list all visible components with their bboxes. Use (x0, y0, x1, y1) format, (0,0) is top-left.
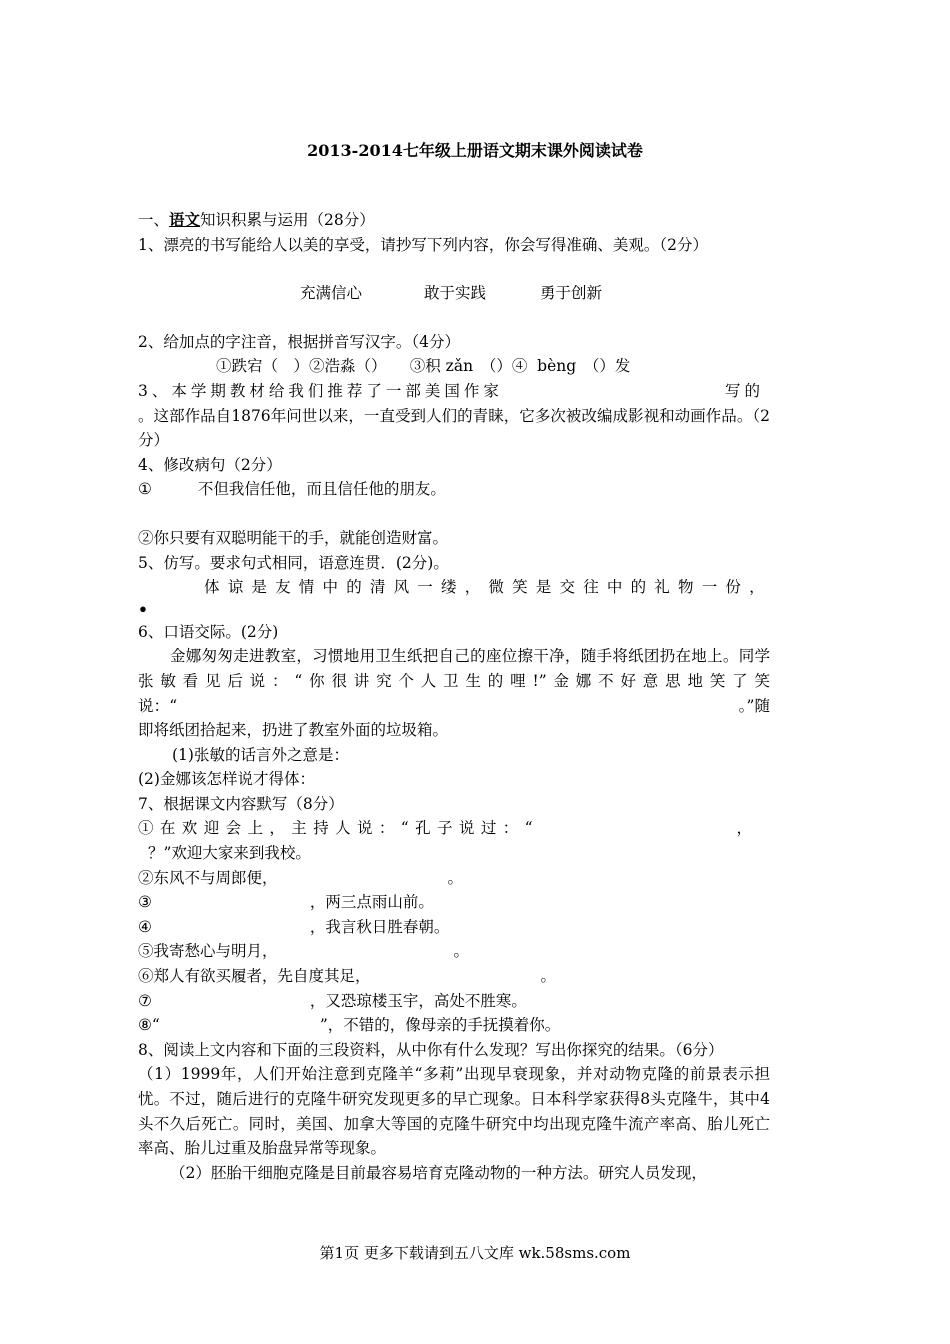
fill-text: ⑦ (138, 991, 152, 1010)
section-heading (138, 208, 770, 233)
copy-word-1: 充满信心 (300, 284, 363, 303)
page-title: 2013-2014七年级上册语文期末课外阅读试卷 (307, 141, 643, 160)
section-underlined-word: 语文 (169, 210, 201, 229)
question-5-dot: • (138, 599, 148, 619)
fill-text: ②东风不与周郎便， (138, 868, 278, 887)
question-7-item-7 (138, 989, 770, 1014)
fill-text: ⑥郑人有欲买履者，先自度其足， (138, 967, 371, 986)
question-6-sub-1: (1)张敏的话言外之意是： (172, 745, 349, 764)
question-6-sub-2: (2)金娜该怎样说才得体： (138, 770, 315, 789)
copy-words (138, 281, 770, 306)
fill-text: ③ (138, 893, 152, 912)
fill-text: ④ (138, 917, 152, 936)
question-7-item-2 (138, 866, 770, 891)
question-7-item-3 (138, 890, 770, 915)
question-7-item-1 (138, 816, 770, 841)
question-8-material-1: （1）1999年，人们开始注意到克隆羊“多莉”出现早衰现象，并对动物克隆的前景表示担忧。不过，随后进行的克隆牛研究发现更多的早亡现象。日本科学家获得8头克隆牛，其中4头不久后死亡。同时，美国、加拿大等国的克隆牛研究中均出现克隆牛流产率高、胎儿死亡率高、胎儿过重及胎盘异常等现象。 (138, 1065, 770, 1158)
question-7-item-1-cont: ？”欢迎大家来到我校。 (148, 844, 311, 863)
question-7-item-8 (138, 1013, 770, 1038)
fill-text: 。 (447, 868, 464, 887)
section-number: 一、 (138, 211, 170, 229)
question-3-line (138, 379, 770, 404)
question-4-sentence-2: ②你只要有双聪明能干的手，就能创造财富。 (138, 528, 449, 547)
fill-text: ，又恐琼楼玉宇，高处不胜寒。 (309, 991, 527, 1010)
question-2: 2、给加点的字注音，根据拼音写汉字。（4分） (138, 332, 460, 351)
document-body (138, 208, 773, 1185)
sentence-text: 不但我信任他，而且信任他的朋友。 (197, 480, 446, 499)
question-7-item-4 (138, 915, 770, 940)
fill-text: ，我言秋日胜春朝。 (309, 917, 450, 936)
question-7-item-6 (138, 964, 770, 989)
question-6: 6、口语交际。(2分) (138, 622, 279, 641)
fill-text: ，两三点雨山前。 (309, 893, 434, 912)
question-3-start: 3、本学期教材给我们推荐了一部美国作家 (138, 381, 503, 400)
page-footer: 第1页 更多下载请到五八文库 wk.58sms.com (319, 1244, 631, 1262)
question-4-sentence-1 (138, 477, 770, 502)
item-marker: ① (138, 480, 152, 499)
copy-word-3: 勇于创新 (540, 284, 603, 303)
fill-text: ⑤我寄愁心与明月， (138, 942, 278, 961)
fill-text: ”，不错的，像母亲的手抚摸着你。 (319, 1016, 561, 1035)
copy-word-2: 敢于实践 (424, 284, 487, 303)
question-2-items: ①跌宕（ ）②浩淼（） ③积 zǎn （）④ bèng （）发 (216, 357, 631, 376)
question-5: 5、仿写。要求句式相同，语意连贯．(2分)。 (138, 553, 449, 572)
section-title-rest: 知识积累与运用（28分） (200, 211, 375, 229)
question-6-passage: 金娜匆匆走进教室，习惯地用卫生纸把自己的座位擦干净，随手将纸团扔在地上。同学张敏看见后说：“你很讲究个人卫生的哩!”金娜不好意思地笑了笑说：“ 。”随即将纸团拾起来，扔进了教室外面的垃圾箱。 (138, 647, 770, 740)
fill-text: 。 (540, 967, 557, 986)
question-1: 1、漂亮的书写能给人以美的享受，请抄写下列内容，你会写得准确、美观。（2分） (138, 235, 708, 254)
fill-text: ， (736, 819, 752, 838)
question-7: 7、根据课文内容默写（8分） (138, 794, 344, 813)
fill-text: ⑧“ (138, 1016, 160, 1035)
question-3-rest: 。这部作品自1876年问世以来，一直受到人们的青睐，它多次被改编成影视和动画作品。（2分） (138, 406, 770, 450)
question-7-item-5 (138, 939, 770, 964)
question-5-example: 体谅是友情中的清风一缕，微笑是交往中的礼物一份， (204, 578, 773, 597)
question-4: 4、修改病句（2分） (138, 455, 282, 474)
question-8: 8、阅读上文内容和下面的三段资料，从中你有什么发现？写出你探究的结果。（6分） (138, 1040, 724, 1059)
fill-text: 。 (453, 942, 470, 961)
question-8-material-2: （2）胚胎干细胞克隆是目前最容易培育克隆动物的一种方法。研究人员发现， (170, 1163, 707, 1182)
fill-text: ①在欢迎会上，主持人说：“孔子说过：“ (138, 819, 539, 838)
question-3-blank-end: 写的 (724, 381, 764, 400)
